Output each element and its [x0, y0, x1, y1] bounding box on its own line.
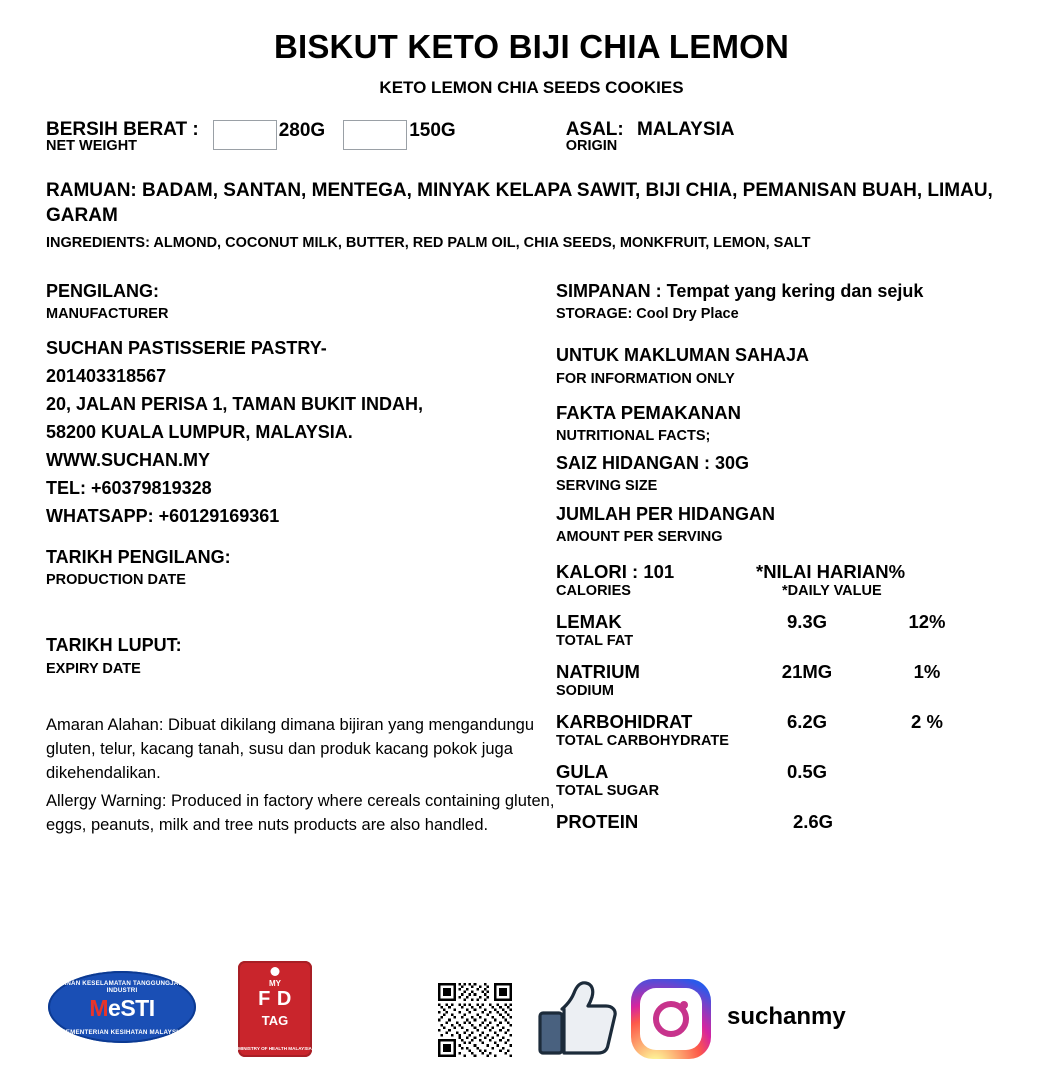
- serving-size-block: [556, 453, 1063, 496]
- page-title: BISKUT KETO BIJI CHIA LEMON: [273, 28, 790, 65]
- calories-label-en: CALORIES: [556, 582, 631, 599]
- manufacturer-label-bm: PENGILANG:: [46, 280, 160, 301]
- production-date-block: [46, 547, 556, 636]
- mesti-wordmark-prefix: M: [89, 995, 109, 1021]
- nutrient-daily-value: 12%: [908, 610, 946, 632]
- daily-value-header-en: *DAILY VALUE: [782, 582, 882, 599]
- expiry-date-label-en: EXPIRY DATE: [46, 660, 141, 677]
- mesti-top-text: JAMINAN KESELAMATAN TANGGUNGJAWAB INDUSTRI: [50, 980, 194, 994]
- info-only-en: FOR INFORMATION ONLY: [556, 370, 735, 387]
- nutrition-facts-bm: FAKTA PEMAKANAN: [556, 402, 741, 424]
- nutrient-daily-value: 1%: [913, 660, 941, 682]
- storage-label-en: STORAGE: Cool Dry Place: [556, 306, 739, 323]
- origin-value: MALAYSIA: [637, 119, 735, 140]
- nutrient-row-en: [556, 633, 1063, 649]
- origin-label-bm: ASAL:: [565, 119, 624, 140]
- net-weight-label-en: NET WEIGHT: [46, 138, 138, 154]
- nutrient-row: [556, 611, 1063, 633]
- nutrient-row-en: [556, 733, 1063, 749]
- nutrient-daily-value: 2 %: [911, 710, 943, 732]
- instagram-icon[interactable]: [631, 979, 711, 1059]
- nutrient-name-en: TOTAL FAT: [556, 632, 634, 649]
- nutrient-name-en: TOTAL CARBOHYDRATE: [556, 732, 729, 749]
- qr-code-icon[interactable]: [438, 983, 512, 1057]
- info-only-bm: UNTUK MAKLUMAN SAHAJA: [556, 345, 809, 366]
- address-line: 58200 KUALA LUMPUR, MALAYSIA.: [46, 422, 353, 443]
- nutrient-name-en: TOTAL SUGAR: [556, 782, 660, 799]
- nutrient-value: 2.6G: [792, 810, 834, 832]
- myfoodtag-hole: [271, 967, 280, 976]
- manufacturer-label-en: MANUFACTURER: [46, 306, 169, 323]
- instagram-inner: [640, 988, 702, 1050]
- nutrient-value: 0.5G: [786, 760, 828, 782]
- nutrient-name-bm: KARBOHIDRAT: [556, 710, 693, 732]
- product-label: [0, 28, 1063, 1091]
- telephone-line[interactable]: TEL: +60379819328: [46, 477, 212, 498]
- nutrition-facts-heading: [556, 402, 1063, 445]
- ingredients-block: [0, 178, 1063, 251]
- myfoodtag-ministry-text: MINISTRY OF HEALTH MALAYSIA: [238, 1046, 312, 1051]
- manufacturer-block: [46, 281, 556, 324]
- nutrient-name-en: SODIUM: [556, 682, 614, 699]
- expiry-date-value[interactable]: [46, 678, 556, 710]
- weight-checkbox-280g[interactable]: [213, 120, 277, 150]
- address-line: 20, JALAN PERISA 1, TAMAN BUKIT INDAH,: [46, 394, 424, 415]
- nutrient-value: 6.2G: [786, 710, 828, 732]
- nutrient-row: [556, 661, 1063, 683]
- nutrient-value: 9.3G: [786, 610, 828, 632]
- allergy-warning-en: Allergy Warning: Produced in factory where cereals containing gluten, eggs, peanuts, milk and tree nuts products are also handled.: [46, 791, 555, 834]
- amount-per-serving-en: AMOUNT PER SERVING: [556, 529, 723, 546]
- mesti-logo: [48, 971, 196, 1043]
- website-line[interactable]: WWW.SUCHAN.MY: [46, 449, 210, 470]
- calories-row-en: [556, 583, 1063, 599]
- whatsapp-line[interactable]: WHATSAPP: +60129169361: [46, 505, 280, 526]
- left-column: [0, 281, 556, 838]
- origin-group: [566, 120, 735, 154]
- nutrient-name-bm: LEMAK: [556, 610, 622, 632]
- amount-per-serving-bm: JUMLAH PER HIDANGAN: [556, 503, 776, 524]
- daily-value-header-bm: *NILAI HARIAN%: [756, 560, 906, 582]
- calories-label-bm: KALORI : 101: [556, 560, 675, 582]
- address-line: 201403318567: [46, 366, 167, 387]
- weight-and-origin-row: [0, 120, 1063, 154]
- nutrient-row: [556, 811, 1063, 833]
- nutrient-name-bm: NATRIUM: [556, 660, 640, 682]
- storage-block: [556, 281, 1063, 324]
- instagram-dot: [680, 1001, 688, 1009]
- address-line: SUCHAN PASTISSERIE PASTRY-: [46, 338, 327, 359]
- nutrition-facts-en: NUTRITIONAL FACTS;: [556, 427, 711, 444]
- myfoodtag-my-text: MY: [269, 979, 281, 988]
- serving-size-en: SERVING SIZE: [556, 478, 658, 495]
- weight-option-150g: 150G: [409, 120, 456, 141]
- nutrient-row-en: [556, 783, 1063, 799]
- net-weight-label-bm: BERSIH BERAT :: [46, 119, 199, 140]
- weight-checkbox-150g[interactable]: [343, 120, 407, 150]
- mesti-wordmark: [48, 995, 196, 1022]
- calories-row: [556, 561, 1063, 583]
- info-only-block: [556, 345, 1063, 388]
- origin-line-bm: [566, 120, 735, 139]
- nutrient-name-bm: PROTEIN: [556, 810, 639, 832]
- ingredients-bm: RAMUAN: BADAM, SANTAN, MENTEGA, MINYAK KELAPA SAWIT, BIJI CHIA, PEMANISAN BUAH, LIMAU, GARAM: [46, 179, 993, 227]
- storage-label-bm: SIMPANAN : Tempat yang kering dan sejuk: [556, 280, 924, 301]
- nutrient-value: 21MG: [781, 660, 833, 682]
- manufacturer-address: [46, 335, 556, 530]
- weight-option-280g: 280G: [278, 120, 326, 141]
- ingredients-en: INGREDIENTS: ALMOND, COCONUT MILK, BUTTER, RED PALM OIL, CHIA SEEDS, MONKFRUIT, LEMON, SALT: [46, 234, 811, 251]
- expiry-date-block: [46, 635, 556, 710]
- nutrient-name-bm: GULA: [556, 760, 609, 782]
- production-date-label-en: PRODUCTION DATE: [46, 571, 186, 588]
- mesti-wordmark-rest: eSTI: [108, 995, 155, 1021]
- mesti-bottom-text: KEMENTERIAN KESIHATAN MALAYSIA: [61, 1029, 183, 1036]
- origin-label-en: ORIGIN: [565, 138, 618, 154]
- nutrient-row-en: [556, 683, 1063, 699]
- serving-size-bm: SAIZ HIDANGAN : 30G: [556, 453, 750, 474]
- myfoodtag-tag-text: TAG: [261, 1013, 289, 1028]
- nutrient-row: [556, 711, 1063, 733]
- body-columns: [0, 281, 1063, 838]
- social-handle[interactable]: suchanmy: [727, 1003, 846, 1030]
- page-subtitle: KETO LEMON CHIA SEEDS COOKIES: [379, 78, 684, 97]
- amount-per-serving-block: [556, 504, 1063, 547]
- net-weight-group: [46, 120, 456, 154]
- thumbs-up-icon[interactable]: [532, 979, 620, 1059]
- myfoodtag-logo: [238, 961, 312, 1057]
- myfoodtag-food-text: F D: [258, 988, 292, 1010]
- expiry-date-label-bm: TARIKH LUPUT:: [46, 635, 182, 656]
- allergy-warning-bm: Amaran Alahan: Dibuat dikilang dimana bijiran yang mengandungu gluten, telur, kacang tanah, susu dan produk kacang pokok juga dikehendalikan.: [46, 715, 534, 782]
- nutrient-row: [556, 761, 1063, 783]
- production-date-value[interactable]: [46, 589, 556, 635]
- footer-logos: [0, 961, 1063, 1081]
- production-date-label-bm: TARIKH PENGILANG:: [46, 546, 231, 567]
- net-weight-labels: [46, 120, 199, 154]
- right-column: [556, 281, 1063, 838]
